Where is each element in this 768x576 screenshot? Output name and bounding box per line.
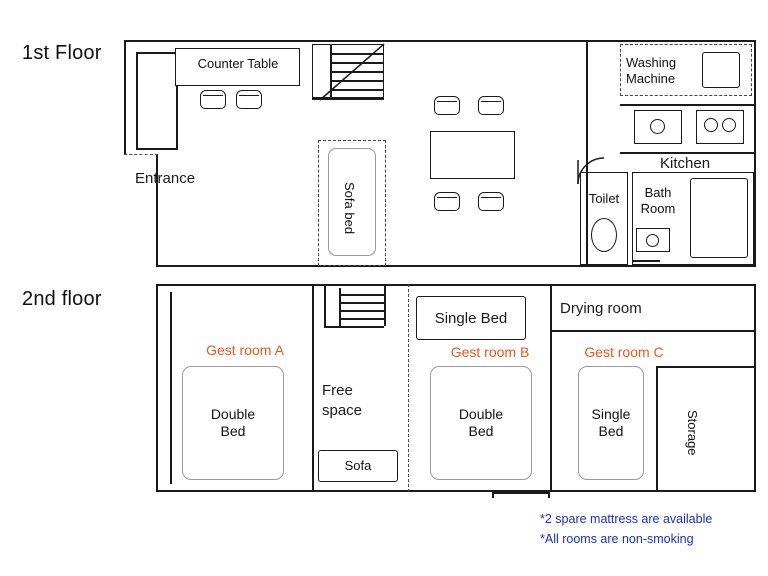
guest-b-door-jamb-right bbox=[548, 490, 550, 498]
counter-stool-2 bbox=[236, 90, 262, 109]
sofa-shape bbox=[318, 450, 398, 482]
drying-room-label: Drying room bbox=[560, 300, 642, 317]
entrance-label: Entrance bbox=[135, 170, 196, 187]
toilet-door-arc bbox=[574, 156, 610, 186]
floor1-wall-right bbox=[754, 40, 756, 267]
toilet-label: Toilet bbox=[588, 191, 620, 206]
stair-diagonal bbox=[312, 40, 402, 102]
note-non-smoking: *All rooms are non-smoking bbox=[540, 532, 694, 546]
floor2-wall-bottom bbox=[156, 490, 754, 492]
floor2-wall-top bbox=[156, 284, 754, 286]
dining-table bbox=[430, 131, 515, 179]
floor2-title: 2nd floor bbox=[22, 288, 102, 310]
guest-room-c-label: Gest room C bbox=[584, 344, 664, 360]
floor1-wall-left-upper bbox=[124, 40, 126, 155]
guest-room-a-label: Gest room A bbox=[206, 342, 284, 358]
stair-2f-step-1 bbox=[339, 294, 384, 296]
counter-table-label: Counter Table bbox=[197, 56, 279, 71]
stove-burner-2-icon bbox=[722, 118, 736, 132]
kitchen-top-line bbox=[620, 104, 754, 106]
floor2-wall-right bbox=[754, 284, 756, 492]
bath-room-label-2: Room bbox=[640, 201, 676, 216]
bath-room-label-1: Bath bbox=[644, 185, 672, 200]
floor1-wall-top bbox=[124, 40, 756, 42]
double-bed-a-label-2: Bed bbox=[220, 423, 246, 439]
stairs-2f-left bbox=[324, 284, 326, 326]
guest-b-door-jamb-left bbox=[492, 490, 494, 498]
free-space-label-1: Free bbox=[322, 382, 353, 399]
kitchen-label: Kitchen bbox=[660, 155, 711, 172]
double-bed-a bbox=[182, 366, 284, 480]
floor2-inner-left-wall bbox=[170, 292, 172, 484]
dining-stool-1 bbox=[434, 96, 460, 115]
guest-room-b-label: Gest room B bbox=[450, 344, 530, 360]
note-spare-mattress: *2 spare mattress are available bbox=[540, 512, 713, 526]
single-bed-c bbox=[578, 366, 644, 480]
free-space-label-2: space bbox=[322, 402, 363, 419]
counter-left-wall bbox=[136, 52, 138, 148]
sink-drain-icon bbox=[650, 119, 665, 134]
entrance-opening bbox=[124, 154, 158, 155]
counter-stool-1 bbox=[200, 90, 226, 109]
counter-inner-wall bbox=[176, 86, 178, 148]
double-bed-b bbox=[430, 366, 532, 480]
sofa-label: Sofa bbox=[344, 457, 372, 473]
stove-burner-1-icon bbox=[704, 118, 718, 132]
kitchen-stove bbox=[696, 110, 744, 144]
counter-left-wall-top bbox=[136, 52, 176, 54]
dining-stool-3 bbox=[434, 192, 460, 211]
washing-machine-label-1: Washing bbox=[626, 55, 677, 70]
bathtub-icon bbox=[690, 178, 748, 258]
stairs-2f-right bbox=[384, 284, 386, 326]
washing-machine-label-2: Machine bbox=[626, 71, 676, 86]
guest-b-right-wall bbox=[550, 284, 552, 490]
guest-b-door-sill bbox=[492, 492, 550, 494]
single-bed-top-label: Single Bed bbox=[434, 309, 508, 327]
drying-room-bottom-wall bbox=[550, 330, 754, 332]
washing-machine-icon bbox=[702, 52, 740, 88]
stair-2f-step-4 bbox=[339, 318, 384, 320]
floor1-wall-bottom-right bbox=[586, 265, 754, 267]
kitchen-bottom-line bbox=[620, 152, 754, 154]
counter-left-wall-bottom bbox=[136, 148, 178, 150]
stair-2f-step-3 bbox=[339, 310, 384, 312]
bath-sink-drain-icon bbox=[646, 234, 659, 247]
single-bed-top-shape bbox=[416, 296, 526, 340]
dining-stool-2 bbox=[478, 96, 504, 115]
guest-b-left-divider bbox=[408, 284, 409, 492]
storage-left-wall bbox=[656, 366, 658, 490]
storage-top-wall bbox=[656, 366, 754, 368]
single-bed-c-label-2: Bed bbox=[598, 423, 624, 439]
floor2-wall-left bbox=[156, 284, 158, 492]
double-bed-b-label-2: Bed bbox=[468, 423, 494, 439]
dining-stool-4 bbox=[478, 192, 504, 211]
sofa-bed-label: Sofa bed bbox=[341, 181, 357, 235]
stair-bottom-edge bbox=[312, 98, 384, 100]
stairs-2f-bottom bbox=[324, 326, 384, 328]
double-bed-b-label-1: Double bbox=[458, 406, 504, 423]
toilet-bowl-icon bbox=[591, 218, 617, 252]
single-bed-c-label-1: Single bbox=[591, 406, 631, 423]
floor1-title: 1st Floor bbox=[22, 42, 102, 64]
double-bed-a-label-1: Double bbox=[210, 406, 256, 423]
storage-label: Storage bbox=[684, 410, 700, 456]
bath-door-line bbox=[632, 260, 660, 262]
guest-a-right-wall bbox=[312, 284, 314, 492]
stair-2f-step-2 bbox=[339, 302, 384, 304]
